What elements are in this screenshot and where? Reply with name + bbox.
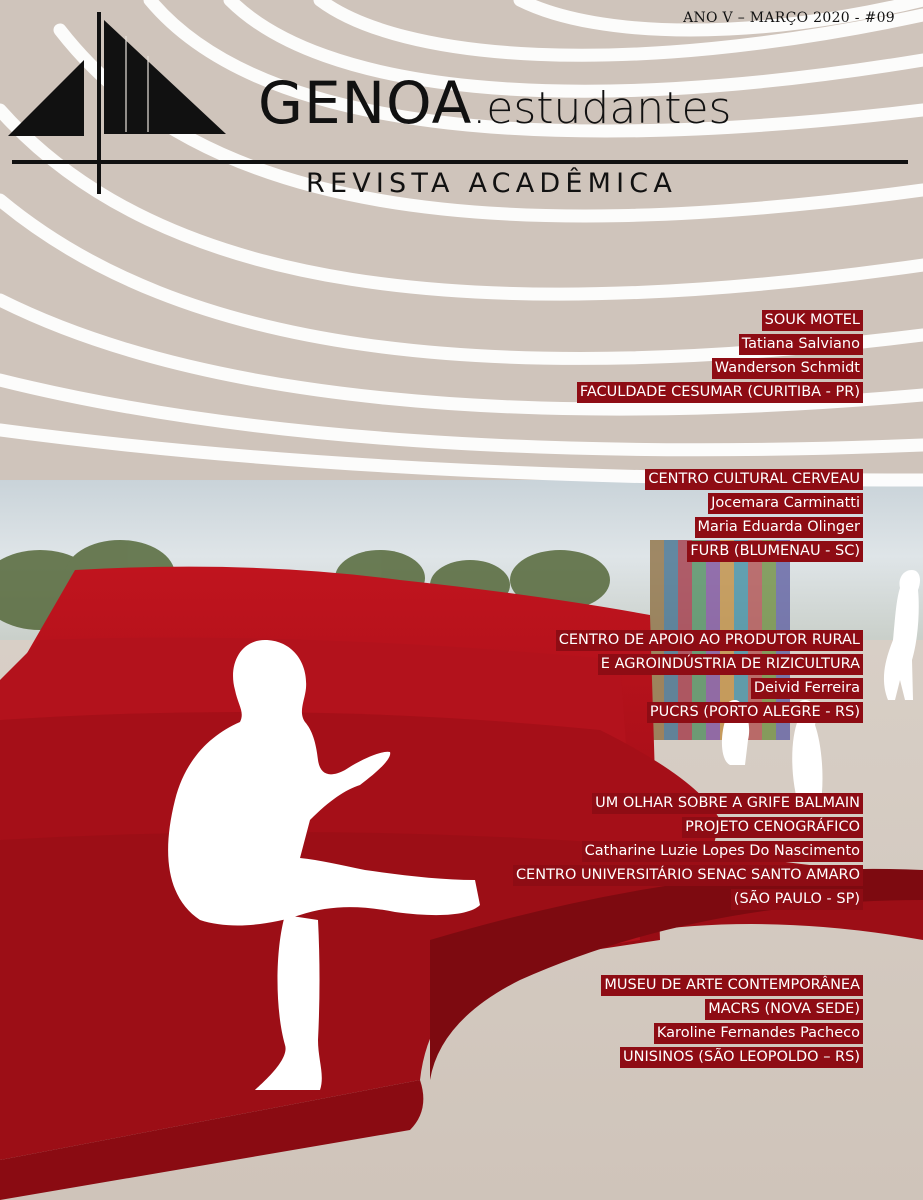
article-souk-motel[interactable] bbox=[577, 307, 863, 403]
article-grife-balmain[interactable] bbox=[513, 790, 863, 910]
article-line: MUSEU DE ARTE CONTEMPORÂNEA bbox=[601, 975, 863, 996]
article-line: SOUK MOTEL bbox=[762, 310, 863, 331]
article-line: CENTRO UNIVERSITÁRIO SENAC SANTO AMARO bbox=[513, 865, 863, 886]
article-line: CENTRO DE APOIO AO PRODUTOR RURAL bbox=[556, 630, 863, 651]
article-line: Karoline Fernandes Pacheco bbox=[654, 1023, 863, 1044]
article-line: PUCRS (PORTO ALEGRE - RS) bbox=[647, 702, 863, 723]
article-line: Tatiana Salviano bbox=[739, 334, 863, 355]
article-line: MACRS (NOVA SEDE) bbox=[705, 999, 863, 1020]
article-line: CENTRO CULTURAL CERVEAU bbox=[645, 469, 863, 490]
article-line: FURB (BLUMENAU - SC) bbox=[687, 541, 863, 562]
article-line: Catharine Luzie Lopes Do Nascimento bbox=[582, 841, 863, 862]
magazine-brand bbox=[258, 69, 732, 137]
magazine-subtitle: REVISTA ACADÊMICA bbox=[306, 168, 677, 199]
article-centro-de-apoio[interactable] bbox=[556, 627, 863, 723]
article-line: UM OLHAR SOBRE A GRIFE BALMAIN bbox=[592, 793, 863, 814]
article-museu-arte-contemporanea[interactable] bbox=[601, 972, 863, 1068]
article-line: Maria Eduarda Olinger bbox=[695, 517, 863, 538]
brand-main: GENOA bbox=[258, 69, 473, 137]
article-line: Wanderson Schmidt bbox=[712, 358, 863, 379]
article-line: (SÃO PAULO - SP) bbox=[731, 889, 863, 910]
article-line: Deivid Ferreira bbox=[751, 678, 863, 699]
sailboat-logo-icon bbox=[8, 10, 248, 200]
article-line: PROJETO CENOGRÁFICO bbox=[682, 817, 863, 838]
masthead-rule bbox=[12, 160, 908, 164]
brand-suffix: .estudantes bbox=[472, 83, 732, 134]
article-line: Jocemara Carminatti bbox=[708, 493, 863, 514]
article-centro-cultural-cerveau[interactable] bbox=[645, 466, 863, 562]
article-line: E AGROINDÚSTRIA DE RIZICULTURA bbox=[598, 654, 863, 675]
article-line: UNISINOS (SÃO LEOPOLDO – RS) bbox=[620, 1047, 863, 1068]
article-line: FACULDADE CESUMAR (CURITIBA - PR) bbox=[577, 382, 863, 403]
issue-info: ANO V – MARÇO 2020 - #09 bbox=[683, 10, 895, 26]
